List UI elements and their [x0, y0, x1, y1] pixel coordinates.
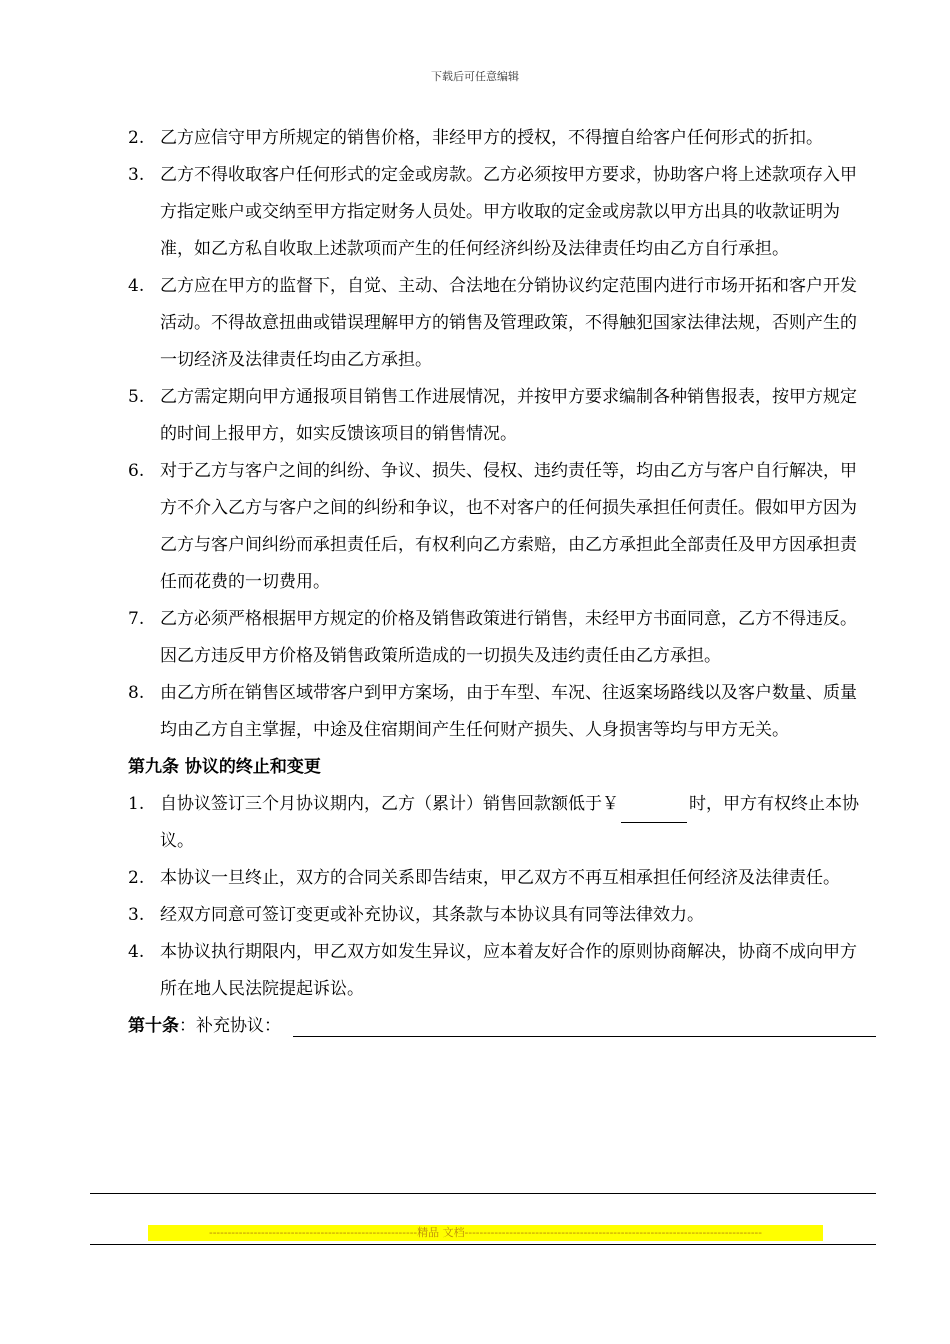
amount-blank — [621, 800, 687, 823]
item-text: 经双方同意可签订变更或补充协议，其条款与本协议具有同等法律效力。 — [160, 905, 704, 925]
document-body — [128, 120, 868, 1045]
item-number: 4. — [128, 276, 145, 296]
item-number: 6. — [128, 461, 145, 481]
item-number: 4. — [128, 942, 145, 962]
item-text: 本协议执行期限内，甲乙双方如发生异议，应本着友好合作的原则协商解决，协商不成向甲方所在地人民法院提起诉讼。 — [160, 942, 857, 999]
page-header: 下载后可任意编辑 — [431, 70, 519, 83]
list-item — [128, 601, 868, 675]
item-number: 2. — [128, 868, 145, 888]
item-text: 乙方需定期向甲方通报项目销售工作进展情况，并按甲方要求编制各种销售报表，按甲方规定的时间上报甲方，如实反馈该项目的销售情况。 — [160, 387, 857, 444]
item-number: 2. — [128, 128, 145, 148]
list-item — [128, 157, 868, 268]
supplementary-agreement — [128, 1008, 876, 1045]
item-number: 5. — [128, 387, 145, 407]
item-text: 乙方必须严格根据甲方规定的价格及销售政策进行销售，未经甲方书面同意，乙方不得违反。因乙方违反甲方价格及销售政策所造成的一切损失及违约责任由乙方承担。 — [160, 609, 857, 666]
item-text: 乙方应在甲方的监督下，自觉、主动、合法地在分销协议约定范围内进行市场开拓和客户开发活动。不得故意扭曲或错误理解甲方的销售及管理政策，不得触犯国家法律法规，否则产生的一切经济及法律责任均由乙方承担。 — [160, 276, 857, 370]
item-text-post: 时，甲方有权终止本协议。 — [160, 794, 859, 851]
item-number: 3. — [128, 905, 145, 925]
divider-top — [90, 1193, 876, 1194]
item-text: 乙方应信守甲方所规定的销售价格，非经甲方的授权，不得擅自给客户任何形式的折扣。 — [160, 128, 823, 148]
item-text: 本协议一旦终止，双方的合同关系即告结束，甲乙双方不再互相承担任何经济及法律责任。 — [160, 868, 840, 888]
item-number: 3. — [128, 165, 145, 185]
fill-in-line — [293, 1014, 876, 1037]
section-label: 第十条 — [128, 1016, 179, 1036]
item-text: 由乙方所在销售区域带客户到甲方案场，由于车型、车况、往返案场路线以及客户数量、质量均由乙方自主掌握，中途及住宿期间产生任何财产损失、人身损害等均与甲方无关。 — [160, 683, 857, 740]
item-text: 乙方不得收取客户任何形式的定金或房款。乙方必须按甲方要求，协助客户将上述款项存入甲方指定账户或交纳至甲方指定财务人员处。甲方收取的定金或房款以甲方出具的收款证明为准，如乙方私自收取上述款项而产生的任何经济纠纷及法律责任均由乙方自行承担。 — [160, 165, 857, 259]
list-item — [128, 379, 868, 453]
list-item — [128, 934, 868, 1008]
section-heading: 第九条 协议的终止和变更 — [128, 757, 321, 777]
list-item — [128, 860, 868, 897]
list-item — [128, 675, 868, 749]
item-number: 7. — [128, 609, 145, 629]
item-number: 8. — [128, 683, 145, 703]
list-item — [128, 268, 868, 379]
item-text-pre: 自协议签订三个月协议期内，乙方（累计）销售回款额低于￥ — [160, 794, 619, 814]
divider-bottom — [90, 1244, 876, 1245]
list-item — [128, 120, 868, 157]
supplementary-label: ：补充协议： — [179, 1016, 281, 1036]
list-item — [128, 786, 868, 860]
item-text: 对于乙方与客户之间的纠纷、争议、损失、侵权、违约责任等，均由乙方与客户自行解决，甲方不介入乙方与客户之间的纠纷和争议，也不对客户的任何损失承担任何责任。假如甲方因为乙方与客户间纠纷而承担责任后，有权利向乙方索赔，由乙方承担此全部责任及甲方因承担责任而花费的一切费用。 — [160, 461, 857, 592]
list-item — [128, 453, 868, 601]
footer-banner: --------------------------------------------------------精品 文档-------------------------------------------------------------------------------- — [148, 1225, 823, 1241]
list-item — [128, 897, 868, 934]
item-number: 1. — [128, 794, 145, 814]
